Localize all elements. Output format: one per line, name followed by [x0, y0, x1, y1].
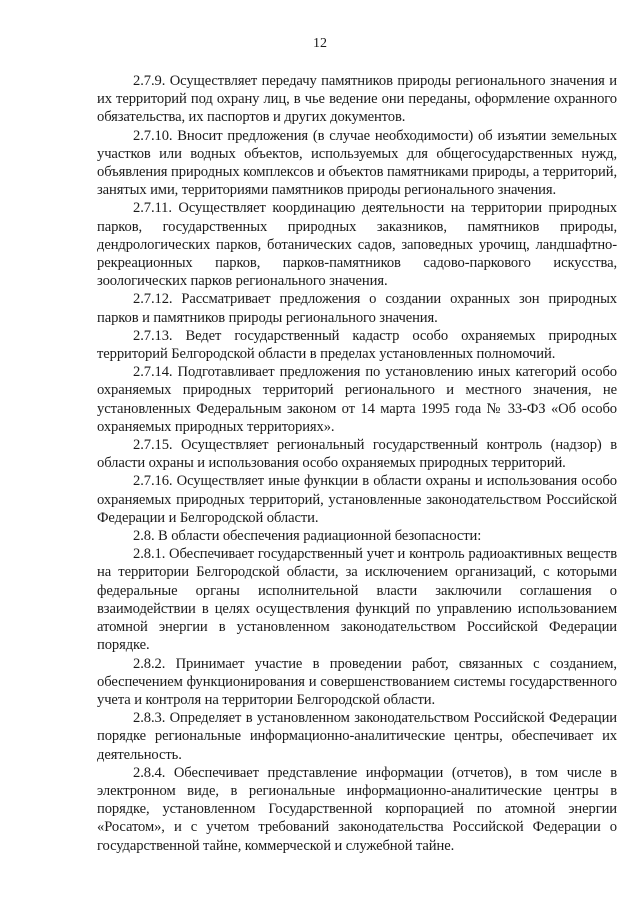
paragraph-2-7-9: 2.7.9. Осуществляет передачу памятников природы регионального значения и их территорий под охрану лиц, в чье ведение они переданы, оформление охранного обязательства, их паспортов и других документов. — [97, 73, 617, 126]
page-number: 12 — [313, 36, 327, 51]
paragraph-2-8-1: 2.8.1. Обеспечивает государственный учет и контроль радиоактивных веществ на территории Белгородской области, за исключением организаций, с которыми федеральные органы исполнительной власти заключили соглашения о взаимодействии в целях осуществления функций по управлению использованием атомной энергии в установленном законодательством Российской Федерации порядке. — [97, 546, 617, 654]
document-body — [97, 72, 617, 855]
section-heading-2-8: 2.8. В области обеспечения радиационной безопасности: — [133, 528, 482, 545]
paragraph-2-8-3: 2.8.3. Определяет в установленном законодательством Российской Федерации порядке региональные информационно-аналитические центры, обеспечивает их деятельность. — [97, 710, 617, 763]
paragraph-2-7-12: 2.7.12. Рассматривает предложения о создании охранных зон природных парков и памятников природы регионального значения. — [97, 291, 617, 326]
paragraph-2-7-11: 2.7.11. Осуществляет координацию деятельности на территории природных парков, государственных природных заказников, памятников природы, дендрологических парков, ботанических садов, заповедных урочищ, ландшафтно-рекреационных парков, парков-памятников садово-паркового искусства, зоологических парков регионального значения. — [97, 200, 617, 290]
paragraph-2-7-15: 2.7.15. Осуществляет региональный государственный контроль (надзор) в области охраны и использования особо охраняемых природных территорий. — [97, 437, 617, 472]
paragraph-2-7-16: 2.7.16. Осуществляет иные функции в области охраны и использования особо охраняемых природных территорий, установленные законодательством Российской Федерации и Белгородской области. — [97, 473, 617, 526]
paragraph-2-7-10: 2.7.10. Вносит предложения (в случае необходимости) об изъятии земельных участков или водных объектов, используемых для общегосударственных нужд, объявления природных комплексов и объектов памятниками природы, а территорий, занятых ими, территориями памятников природы регионального значения. — [97, 127, 617, 199]
paragraph-2-8-4: 2.8.4. Обеспечивает представление информации (отчетов), в том числе в электронном виде, в региональные информационно-аналитические центры в порядке, установленном Государственной корпорацией по атомной энергии «Росатом», и с учетом требований законодательства Российской Федерации о государственной тайне, коммерческой и служебной тайне. — [97, 764, 617, 854]
paragraph-2-8-2: 2.8.2. Принимает участие в проведении работ, связанных с созданием, обеспечением функционирования и совершенствованием системы государственного учета и контроля на территории Белгородской области. — [97, 655, 617, 708]
paragraph-2-7-13: 2.7.13. Ведет государственный кадастр особо охраняемых природных территорий Белгородской области в пределах установленных полномочий. — [97, 327, 617, 363]
paragraph-2-7-14: 2.7.14. Подготавливает предложения по установлению иных категорий особо охраняемых природных территорий регионального и местного значения, не установленных Федеральным законом от 14 марта 1995 года № 33-ФЗ «Об особо охраняемых природных территориях». — [97, 364, 617, 435]
